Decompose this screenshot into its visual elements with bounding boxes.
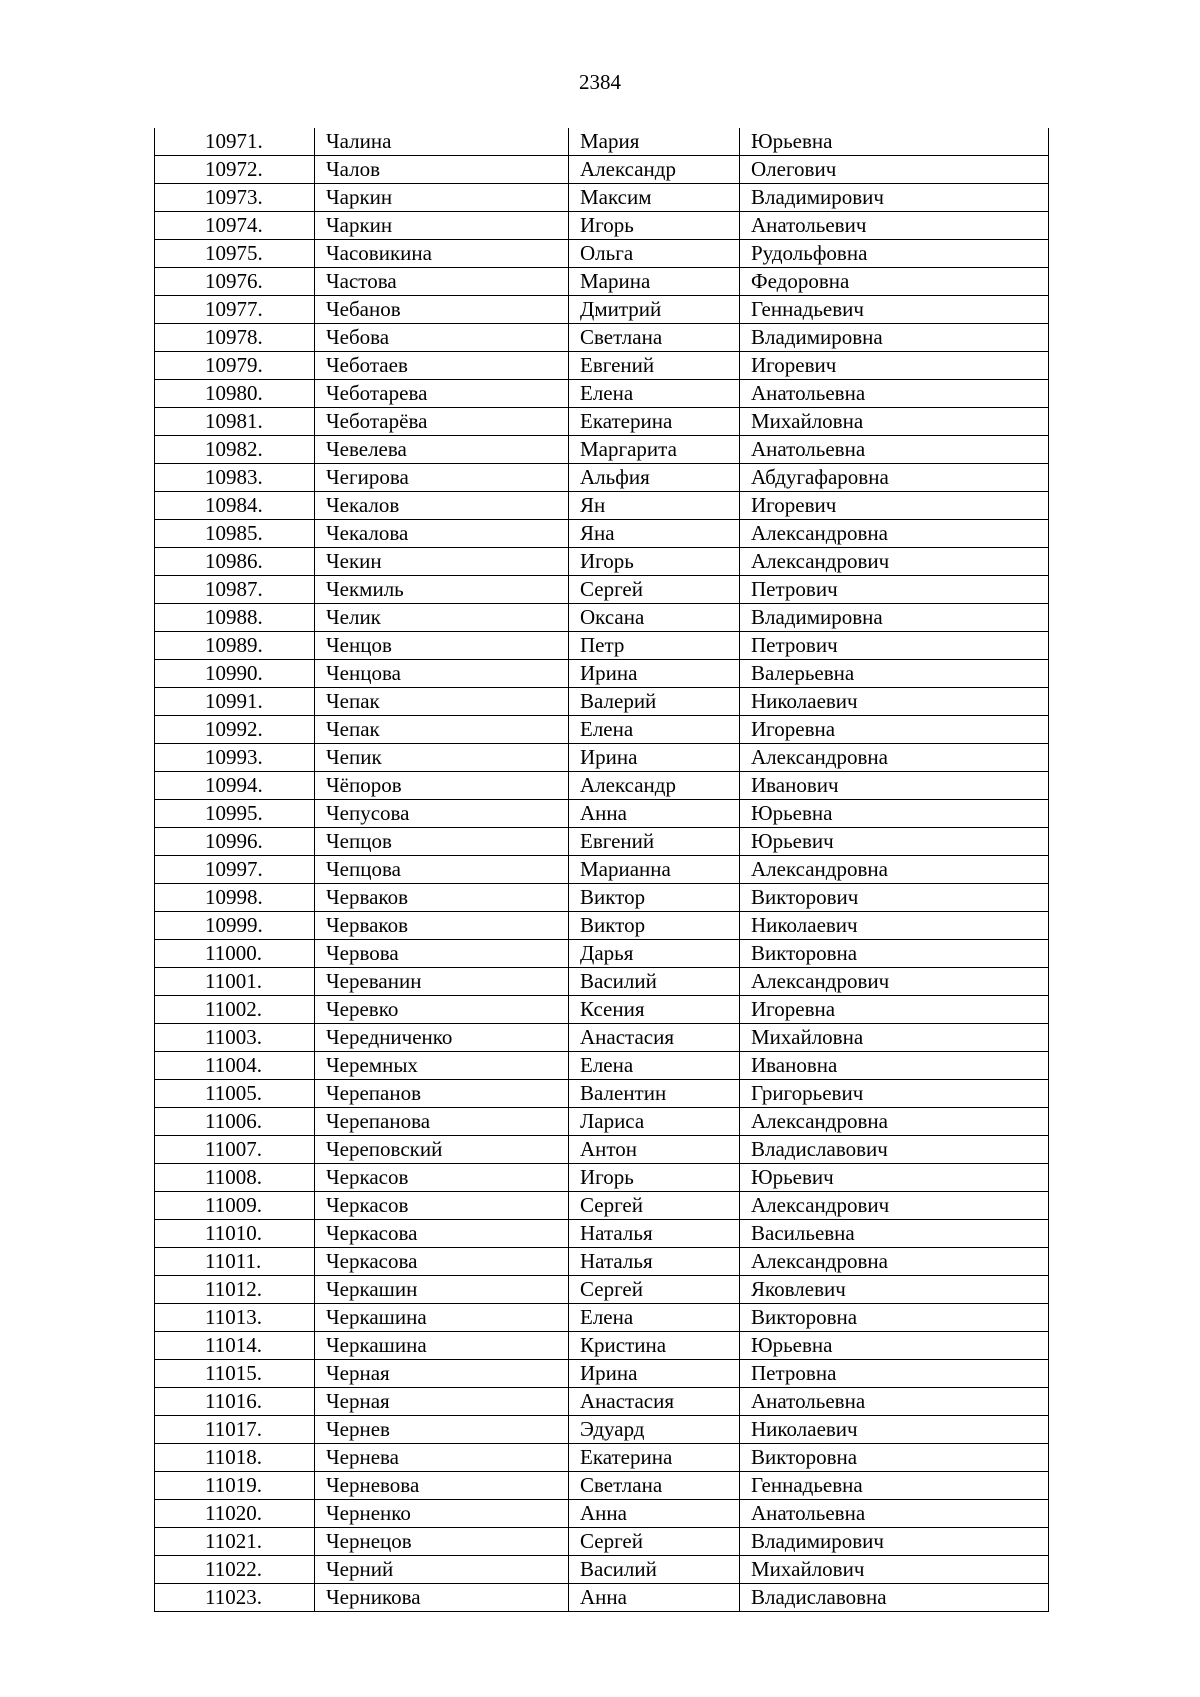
last-name-cell: Чевелева [315,436,569,464]
patronymic-cell: Геннадьевич [740,296,1049,324]
patronymic-cell: Владимировна [740,324,1049,352]
table-row [155,156,1049,184]
table-row [155,296,1049,324]
table-row [155,352,1049,380]
table-row [155,1164,1049,1192]
patronymic-cell: Юрьевна [740,128,1049,156]
patronymic-cell: Анатольевна [740,1500,1049,1528]
table-row [155,772,1049,800]
row-number-cell: 11000. [155,940,315,968]
first-name-cell: Анна [569,800,740,828]
first-name-cell: Максим [569,184,740,212]
table-row [155,128,1049,156]
table-row [155,1136,1049,1164]
row-number-cell: 11014. [155,1332,315,1360]
last-name-cell: Черкасова [315,1248,569,1276]
last-name-cell: Челик [315,604,569,632]
last-name-cell: Чалов [315,156,569,184]
table-row [155,464,1049,492]
last-name-cell: Чепцов [315,828,569,856]
patronymic-cell: Михайлович [740,1556,1049,1584]
patronymic-cell: Викторовна [740,940,1049,968]
table-row [155,576,1049,604]
table-row [155,408,1049,436]
last-name-cell: Чепак [315,688,569,716]
last-name-cell: Черненко [315,1500,569,1528]
table-row [155,492,1049,520]
row-number-cell: 10991. [155,688,315,716]
name-list-body [155,128,1049,1612]
first-name-cell: Елена [569,1304,740,1332]
first-name-cell: Анастасия [569,1024,740,1052]
first-name-cell: Елена [569,380,740,408]
last-name-cell: Черневова [315,1472,569,1500]
row-number-cell: 10995. [155,800,315,828]
last-name-cell: Черкашина [315,1332,569,1360]
row-number-cell: 10981. [155,408,315,436]
patronymic-cell: Владиславович [740,1136,1049,1164]
row-number-cell: 11020. [155,1500,315,1528]
first-name-cell: Ирина [569,1360,740,1388]
first-name-cell: Сергей [569,1528,740,1556]
patronymic-cell: Николаевич [740,912,1049,940]
first-name-cell: Альфия [569,464,740,492]
table-row [155,1052,1049,1080]
first-name-cell: Антон [569,1136,740,1164]
last-name-cell: Чеботаев [315,352,569,380]
row-number-cell: 11018. [155,1444,315,1472]
last-name-cell: Чепцова [315,856,569,884]
last-name-cell: Чаркин [315,184,569,212]
patronymic-cell: Абдугафаровна [740,464,1049,492]
table-row [155,856,1049,884]
table-row [155,744,1049,772]
last-name-cell: Чекалова [315,520,569,548]
last-name-cell: Часовикина [315,240,569,268]
table-row [155,324,1049,352]
last-name-cell: Черкасов [315,1192,569,1220]
row-number-cell: 10985. [155,520,315,548]
row-number-cell: 10986. [155,548,315,576]
first-name-cell: Эдуард [569,1416,740,1444]
row-number-cell: 11007. [155,1136,315,1164]
row-number-cell: 11022. [155,1556,315,1584]
row-number-cell: 10993. [155,744,315,772]
patronymic-cell: Александрович [740,1192,1049,1220]
patronymic-cell: Анатольевна [740,380,1049,408]
last-name-cell: Черваков [315,912,569,940]
row-number-cell: 11023. [155,1584,315,1612]
table-row [155,632,1049,660]
first-name-cell: Игорь [569,212,740,240]
row-number-cell: 10994. [155,772,315,800]
last-name-cell: Чаркин [315,212,569,240]
row-number-cell: 10977. [155,296,315,324]
patronymic-cell: Александровна [740,744,1049,772]
patronymic-cell: Юрьевна [740,800,1049,828]
row-number-cell: 10984. [155,492,315,520]
first-name-cell: Ирина [569,660,740,688]
last-name-cell: Черваков [315,884,569,912]
row-number-cell: 10979. [155,352,315,380]
first-name-cell: Ольга [569,240,740,268]
patronymic-cell: Александрович [740,968,1049,996]
patronymic-cell: Олегович [740,156,1049,184]
patronymic-cell: Владимирович [740,1528,1049,1556]
last-name-cell: Частова [315,268,569,296]
row-number-cell: 10976. [155,268,315,296]
patronymic-cell: Юрьевна [740,1332,1049,1360]
first-name-cell: Екатерина [569,1444,740,1472]
first-name-cell: Ксения [569,996,740,1024]
patronymic-cell: Михайловна [740,408,1049,436]
first-name-cell: Мария [569,128,740,156]
table-row [155,604,1049,632]
patronymic-cell: Юрьевич [740,1164,1049,1192]
last-name-cell: Чернев [315,1416,569,1444]
table-row [155,1276,1049,1304]
first-name-cell: Дмитрий [569,296,740,324]
table-row [155,660,1049,688]
last-name-cell: Черная [315,1360,569,1388]
patronymic-cell: Ивановна [740,1052,1049,1080]
last-name-cell: Черкашина [315,1304,569,1332]
table-row [155,212,1049,240]
row-number-cell: 11016. [155,1388,315,1416]
patronymic-cell: Александрович [740,548,1049,576]
patronymic-cell: Владимирович [740,184,1049,212]
patronymic-cell: Валерьевна [740,660,1049,688]
table-row [155,828,1049,856]
patronymic-cell: Николаевич [740,1416,1049,1444]
row-number-cell: 11012. [155,1276,315,1304]
last-name-cell: Черний [315,1556,569,1584]
table-row [155,1108,1049,1136]
name-list-table [154,128,1049,1612]
row-number-cell: 11001. [155,968,315,996]
table-row [155,1024,1049,1052]
row-number-cell: 11009. [155,1192,315,1220]
patronymic-cell: Викторовна [740,1304,1049,1332]
first-name-cell: Сергей [569,576,740,604]
patronymic-cell: Николаевич [740,688,1049,716]
table-row [155,548,1049,576]
row-number-cell: 10974. [155,212,315,240]
last-name-cell: Чёпоров [315,772,569,800]
patronymic-cell: Васильевна [740,1220,1049,1248]
last-name-cell: Черникова [315,1584,569,1612]
table-row [155,1472,1049,1500]
row-number-cell: 11008. [155,1164,315,1192]
patronymic-cell: Игоревич [740,352,1049,380]
first-name-cell: Елена [569,716,740,744]
row-number-cell: 11015. [155,1360,315,1388]
last-name-cell: Черная [315,1388,569,1416]
row-number-cell: 11019. [155,1472,315,1500]
first-name-cell: Игорь [569,548,740,576]
row-number-cell: 10973. [155,184,315,212]
last-name-cell: Черемных [315,1052,569,1080]
table-row [155,996,1049,1024]
row-number-cell: 11005. [155,1080,315,1108]
patronymic-cell: Анатольевна [740,436,1049,464]
patronymic-cell: Анатольевич [740,212,1049,240]
patronymic-cell: Игоревна [740,716,1049,744]
table-row [155,1360,1049,1388]
row-number-cell: 10983. [155,464,315,492]
first-name-cell: Дарья [569,940,740,968]
table-row [155,268,1049,296]
last-name-cell: Черкашин [315,1276,569,1304]
patronymic-cell: Игоревна [740,996,1049,1024]
row-number-cell: 10996. [155,828,315,856]
table-row [155,520,1049,548]
patronymic-cell: Петрович [740,576,1049,604]
row-number-cell: 11002. [155,996,315,1024]
patronymic-cell: Петровна [740,1360,1049,1388]
last-name-cell: Черепанов [315,1080,569,1108]
first-name-cell: Екатерина [569,408,740,436]
first-name-cell: Василий [569,968,740,996]
table-row [155,1556,1049,1584]
row-number-cell: 11010. [155,1220,315,1248]
patronymic-cell: Юрьевич [740,828,1049,856]
table-row [155,1332,1049,1360]
first-name-cell: Валентин [569,1080,740,1108]
table-row [155,912,1049,940]
first-name-cell: Наталья [569,1248,740,1276]
table-row [155,1080,1049,1108]
first-name-cell: Виктор [569,912,740,940]
row-number-cell: 10972. [155,156,315,184]
first-name-cell: Виктор [569,884,740,912]
first-name-cell: Светлана [569,1472,740,1500]
last-name-cell: Червова [315,940,569,968]
patronymic-cell: Михайловна [740,1024,1049,1052]
first-name-cell: Александр [569,156,740,184]
row-number-cell: 10975. [155,240,315,268]
row-number-cell: 11006. [155,1108,315,1136]
row-number-cell: 10978. [155,324,315,352]
first-name-cell: Марианна [569,856,740,884]
table-row [155,716,1049,744]
table-row [155,688,1049,716]
first-name-cell: Василий [569,1556,740,1584]
table-row [155,884,1049,912]
last-name-cell: Чебова [315,324,569,352]
first-name-cell: Сергей [569,1276,740,1304]
first-name-cell: Маргарита [569,436,740,464]
patronymic-cell: Иванович [740,772,1049,800]
table-row [155,1444,1049,1472]
row-number-cell: 10992. [155,716,315,744]
row-number-cell: 10982. [155,436,315,464]
first-name-cell: Яна [569,520,740,548]
last-name-cell: Чалина [315,128,569,156]
first-name-cell: Анастасия [569,1388,740,1416]
table-row [155,1192,1049,1220]
row-number-cell: 11017. [155,1416,315,1444]
first-name-cell: Кристина [569,1332,740,1360]
row-number-cell: 11004. [155,1052,315,1080]
last-name-cell: Чебанов [315,296,569,324]
last-name-cell: Чепак [315,716,569,744]
table-row [155,1500,1049,1528]
table-row [155,240,1049,268]
table-row [155,1248,1049,1276]
table-row [155,184,1049,212]
table-row [155,1220,1049,1248]
patronymic-cell: Григорьевич [740,1080,1049,1108]
patronymic-cell: Геннадьевна [740,1472,1049,1500]
last-name-cell: Чекин [315,548,569,576]
patronymic-cell: Александровна [740,856,1049,884]
last-name-cell: Чепусова [315,800,569,828]
table-row [155,436,1049,464]
patronymic-cell: Александровна [740,1108,1049,1136]
patronymic-cell: Рудольфовна [740,240,1049,268]
row-number-cell: 10989. [155,632,315,660]
last-name-cell: Черкасов [315,1164,569,1192]
first-name-cell: Елена [569,1052,740,1080]
row-number-cell: 10971. [155,128,315,156]
patronymic-cell: Владиславовна [740,1584,1049,1612]
patronymic-cell: Игоревич [740,492,1049,520]
first-name-cell: Евгений [569,828,740,856]
table-row [155,1584,1049,1612]
row-number-cell: 11013. [155,1304,315,1332]
last-name-cell: Чернецов [315,1528,569,1556]
first-name-cell: Ян [569,492,740,520]
patronymic-cell: Федоровна [740,268,1049,296]
first-name-cell: Валерий [569,688,740,716]
first-name-cell: Александр [569,772,740,800]
page-number: 2384 [579,70,621,94]
table-row [155,968,1049,996]
row-number-cell: 11011. [155,1248,315,1276]
last-name-cell: Череванин [315,968,569,996]
table-row [155,940,1049,968]
patronymic-cell: Викторовна [740,1444,1049,1472]
last-name-cell: Ченцова [315,660,569,688]
last-name-cell: Черкасова [315,1220,569,1248]
first-name-cell: Анна [569,1500,740,1528]
patronymic-cell: Александровна [740,520,1049,548]
first-name-cell: Наталья [569,1220,740,1248]
row-number-cell: 10980. [155,380,315,408]
table-row [155,1416,1049,1444]
first-name-cell: Лариса [569,1108,740,1136]
table-row [155,1388,1049,1416]
row-number-cell: 10999. [155,912,315,940]
row-number-cell: 10988. [155,604,315,632]
patronymic-cell: Викторович [740,884,1049,912]
last-name-cell: Череповский [315,1136,569,1164]
patronymic-cell: Яковлевич [740,1276,1049,1304]
row-number-cell: 11003. [155,1024,315,1052]
last-name-cell: Чеботарёва [315,408,569,436]
first-name-cell: Оксана [569,604,740,632]
last-name-cell: Черепанова [315,1108,569,1136]
last-name-cell: Чегирова [315,464,569,492]
patronymic-cell: Александровна [740,1248,1049,1276]
last-name-cell: Черевко [315,996,569,1024]
last-name-cell: Чепик [315,744,569,772]
row-number-cell: 10997. [155,856,315,884]
first-name-cell: Марина [569,268,740,296]
row-number-cell: 10987. [155,576,315,604]
first-name-cell: Петр [569,632,740,660]
first-name-cell: Игорь [569,1164,740,1192]
patronymic-cell: Анатольевна [740,1388,1049,1416]
last-name-cell: Чекмиль [315,576,569,604]
first-name-cell: Ирина [569,744,740,772]
row-number-cell: 10990. [155,660,315,688]
table-row [155,800,1049,828]
last-name-cell: Чередниченко [315,1024,569,1052]
first-name-cell: Светлана [569,324,740,352]
first-name-cell: Анна [569,1584,740,1612]
last-name-cell: Чернева [315,1444,569,1472]
last-name-cell: Ченцов [315,632,569,660]
last-name-cell: Чеботарева [315,380,569,408]
table-row [155,1304,1049,1332]
patronymic-cell: Владимировна [740,604,1049,632]
table-row [155,380,1049,408]
row-number-cell: 11021. [155,1528,315,1556]
row-number-cell: 10998. [155,884,315,912]
first-name-cell: Сергей [569,1192,740,1220]
last-name-cell: Чекалов [315,492,569,520]
patronymic-cell: Петрович [740,632,1049,660]
first-name-cell: Евгений [569,352,740,380]
table-row [155,1528,1049,1556]
